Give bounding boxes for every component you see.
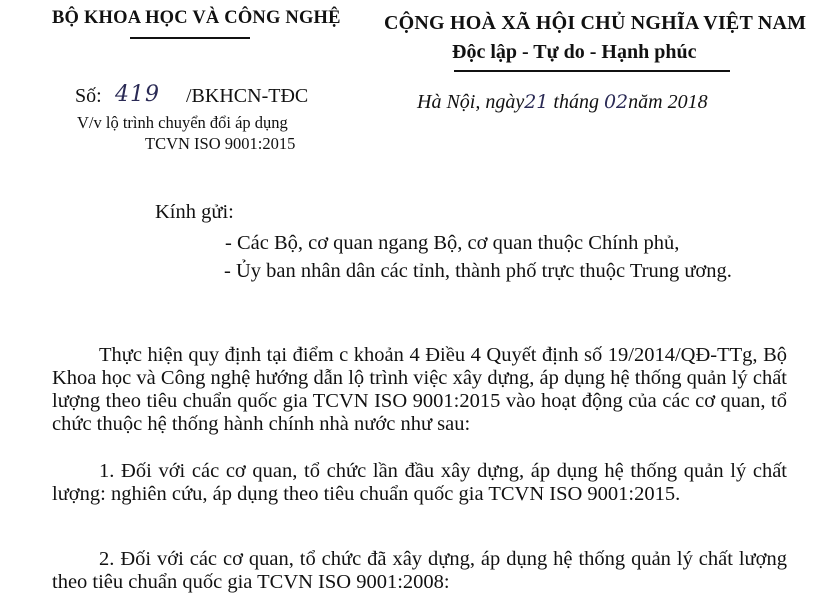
body-paragraph: [52, 460, 787, 506]
date-day-handwritten: 21: [524, 91, 549, 113]
recipient-item: - Ủy ban nhân dân các tỉnh, thành phố trực thuộc Trung ương.: [224, 260, 732, 282]
national-motto: Độc lập - Tự do - Hạnh phúc: [452, 41, 697, 63]
date-month-handwritten: 02: [603, 91, 629, 113]
subject-line-1: V/v lộ trình chuyển đổi áp dụng: [77, 113, 288, 132]
body-paragraph: [52, 548, 787, 594]
national-title: CỘNG HOÀ XÃ HỘI CHỦ NGHĨA VIỆT NAM: [384, 12, 807, 34]
motto-underline: [454, 70, 730, 72]
date-month-label: tháng: [553, 91, 599, 113]
date-prefix: Hà Nội, ngày: [417, 91, 525, 113]
agency-underline: [130, 37, 250, 39]
issue-date: [417, 91, 708, 114]
document-number-handwritten: 419: [115, 82, 160, 107]
subject-line-2: TCVN ISO 9001:2015: [145, 134, 296, 153]
document-number-label: Số:: [75, 85, 102, 107]
paragraph-text: 1. Đối với các cơ quan, tổ chức lần đầu xây dựng, áp dụng hệ thống quản lý chất lượng: nghiên cứu, áp dụng theo tiêu chuẩn quốc gia TCVN ISO 9001:2015.: [52, 460, 787, 505]
salutation: Kính gửi:: [155, 201, 234, 223]
document-number-suffix: /BKHCN-TĐC: [186, 85, 309, 107]
date-year: năm 2018: [628, 91, 708, 113]
paragraph-text: 2. Đối với các cơ quan, tổ chức đã xây dựng, áp dụng hệ thống quản lý chất lượng theo tiêu chuẩn quốc gia TCVN ISO 9001:2008:: [52, 548, 787, 593]
body-paragraph: [52, 344, 787, 436]
issuing-agency: BỘ KHOA HỌC VÀ CÔNG NGHỆ: [52, 8, 341, 28]
recipient-item: - Các Bộ, cơ quan ngang Bộ, cơ quan thuộc Chính phủ,: [225, 232, 680, 254]
paragraph-text: Thực hiện quy định tại điểm c khoản 4 Điều 4 Quyết định số 19/2014/QĐ-TTg, Bộ Khoa học và Công nghệ hướng dẫn lộ trình việc xây dựng, áp dụng hệ thống quản lý chất lượng theo tiêu chuẩn quốc gia TCVN ISO 9001:2015 vào hoạt động của các cơ quan, tổ chức thuộc hệ thống hành chính nhà nước như sau:: [52, 344, 787, 435]
